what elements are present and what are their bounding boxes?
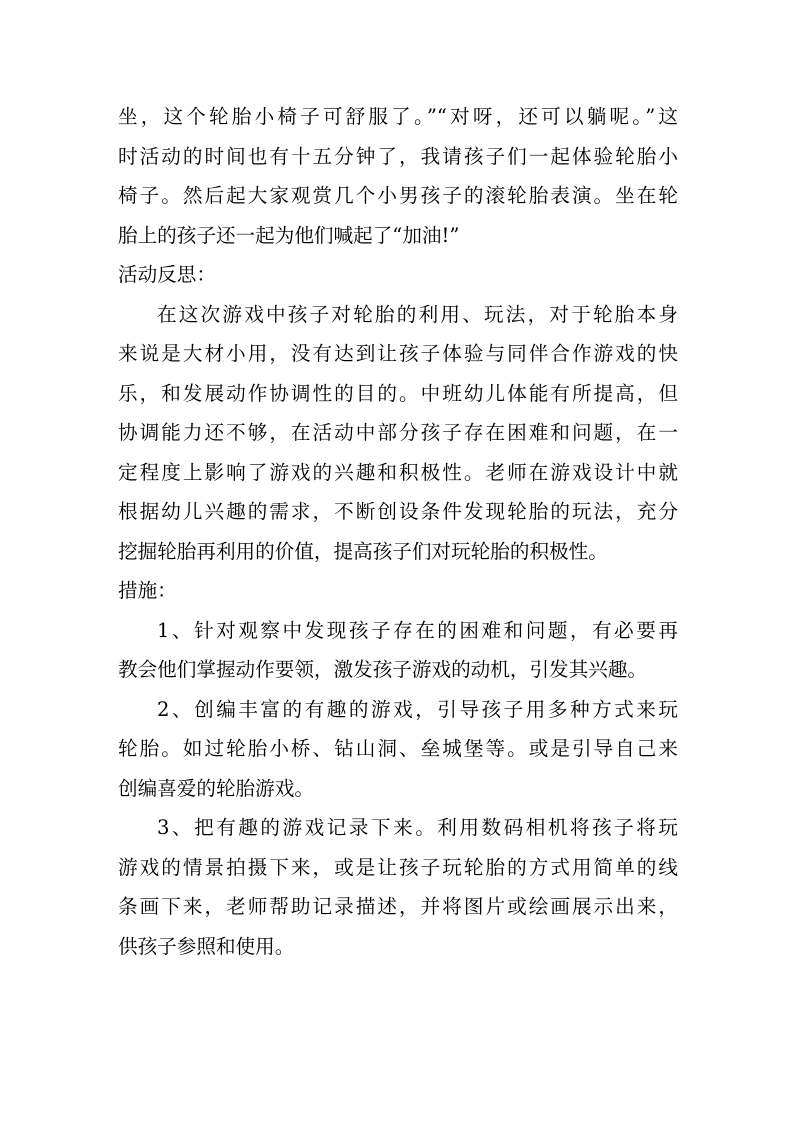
paragraph-line: 定程度上影响了游戏的兴趣和积极性。老师在游戏设计中就 (118, 460, 678, 484)
measure-item-3-line: 条画下来，老师帮助记录描述，并将图片或绘画展示出来， (118, 895, 678, 918)
measure-item-1-line: 教会他们掌握动作要领，激发孩子游戏的动机，引发其兴趣。 (118, 658, 648, 681)
paragraph-line: 根据幼儿兴趣的需求，不断创设条件发现轮胎的玩法，充分 (118, 500, 678, 523)
paragraph-line: 时活动的时间也有十五分钟了，我请孩子们一起体验轮胎小 (118, 144, 678, 168)
measure-item-2-line: 2、创编丰富的有趣的游戏，引导孩子用多种方式来玩 (157, 697, 678, 721)
section-heading-measures: 措施： (118, 579, 177, 602)
paragraph-line: 乐，和发展动作协调性的目的。中班幼儿体能有所提高，但 (118, 381, 678, 405)
paragraph-line: 协调能力还不够，在活动中部分孩子存在困难和问题，在一 (118, 421, 678, 444)
measure-item-3-line: 供孩子参照和使用。 (118, 934, 295, 958)
section-heading-reflection: 活动反思： (118, 263, 216, 286)
measure-item-2-line: 轮胎。如过轮胎小桥、钻山洞、垒城堡等。或是引导自己来 (118, 737, 678, 760)
measure-item-3-line: 游戏的情景拍摄下来，或是让孩子玩轮胎的方式用简单的线 (118, 855, 678, 879)
measure-item-3-line: 3、把有趣的游戏记录下来。利用数码相机将孩子将玩 (157, 816, 678, 839)
paragraph-line: 来说是大材小用，没有达到让孩子体验与同伴合作游戏的快 (118, 342, 678, 365)
paragraph-line: 坐，这个轮胎小椅子可舒服了。”“对呀，还可以躺呢。”这 (118, 105, 678, 128)
paragraph-line: 挖掘轮胎再利用的价值，提高孩子们对玩轮胎的积极性。 (118, 539, 608, 563)
measure-item-2-line: 创编喜爱的轮胎游戏。 (118, 776, 314, 800)
paragraph-line: 椅子。然后起大家观赏几个小男孩子的滚轮胎表演。坐在轮 (118, 184, 678, 207)
document-body (118, 97, 678, 966)
paragraph-line: 在这次游戏中孩子对轮胎的利用、玩法，对于轮胎本身 (157, 302, 678, 326)
paragraph-line: 胎上的孩子还一起为他们喊起了“加油!” (118, 223, 460, 247)
measure-item-1-line: 1、针对观察中发现孩子存在的困难和问题，有必要再 (157, 618, 678, 642)
